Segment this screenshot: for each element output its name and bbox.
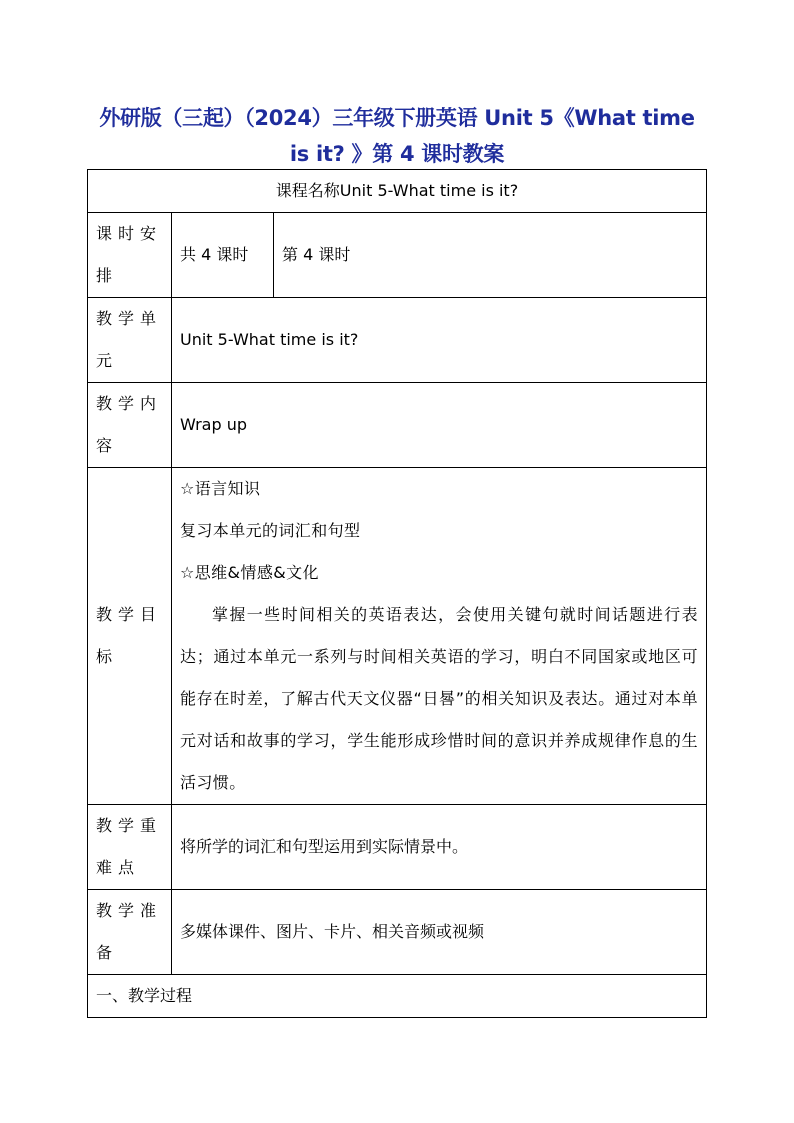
schedule-current: 第 4 课时 xyxy=(274,213,707,298)
unit-row xyxy=(88,298,707,383)
unit-label: 教学单元 xyxy=(88,298,172,383)
schedule-label: 课时安排 xyxy=(88,213,172,298)
document-title xyxy=(88,100,706,172)
goals-text-language: 复习本单元的词汇和句型 xyxy=(180,521,361,540)
preparation-row xyxy=(88,890,707,975)
process-heading: 一、教学过程 xyxy=(88,975,707,1018)
unit-value: Unit 5-What time is it? xyxy=(172,298,707,383)
document-title-line-2: is it? 》第 4 课时教案 xyxy=(289,142,505,166)
goals-text-thinking: 掌握一些时间相关的英语表达，会使用关键句就时间话题进行表达；通过本单元一系列与时间相关英语的学习，明白不同国家或地区可能存在时差，了解古代天文仪器“日晷”的相关知识及表达。通过对本单元对话和故事的学习，学生能形成珍惜时间的意识并养成规律作息的生活习惯。 xyxy=(180,605,698,792)
goals-row xyxy=(88,468,707,805)
preparation-value: 多媒体课件、图片、卡片、相关音频或视频 xyxy=(172,890,707,975)
preparation-label: 教学准备 xyxy=(88,890,172,975)
goals-label: 教学目标 xyxy=(88,468,172,805)
goals-heading-thinking: ☆思维&情感&文化 xyxy=(180,563,319,582)
course-name-row xyxy=(88,170,707,213)
content-value: Wrap up xyxy=(172,383,707,468)
content-label: 教学内容 xyxy=(88,383,172,468)
schedule-row xyxy=(88,213,707,298)
key-points-row xyxy=(88,805,707,890)
lesson-plan-table xyxy=(87,169,707,1018)
key-points-value: 将所学的词汇和句型运用到实际情景中。 xyxy=(172,805,707,890)
process-row xyxy=(88,975,707,1018)
goals-heading-language: ☆语言知识 xyxy=(180,479,261,498)
content-row xyxy=(88,383,707,468)
document-title-line-1: 外研版（三起）（2024）三年级下册英语 Unit 5《What time xyxy=(99,106,695,130)
key-points-label: 教学重难点 xyxy=(88,805,172,890)
course-name-cell: 课程名称Unit 5-What time is it? xyxy=(88,170,707,213)
goals-cell xyxy=(172,468,707,805)
schedule-total: 共 4 课时 xyxy=(172,213,274,298)
